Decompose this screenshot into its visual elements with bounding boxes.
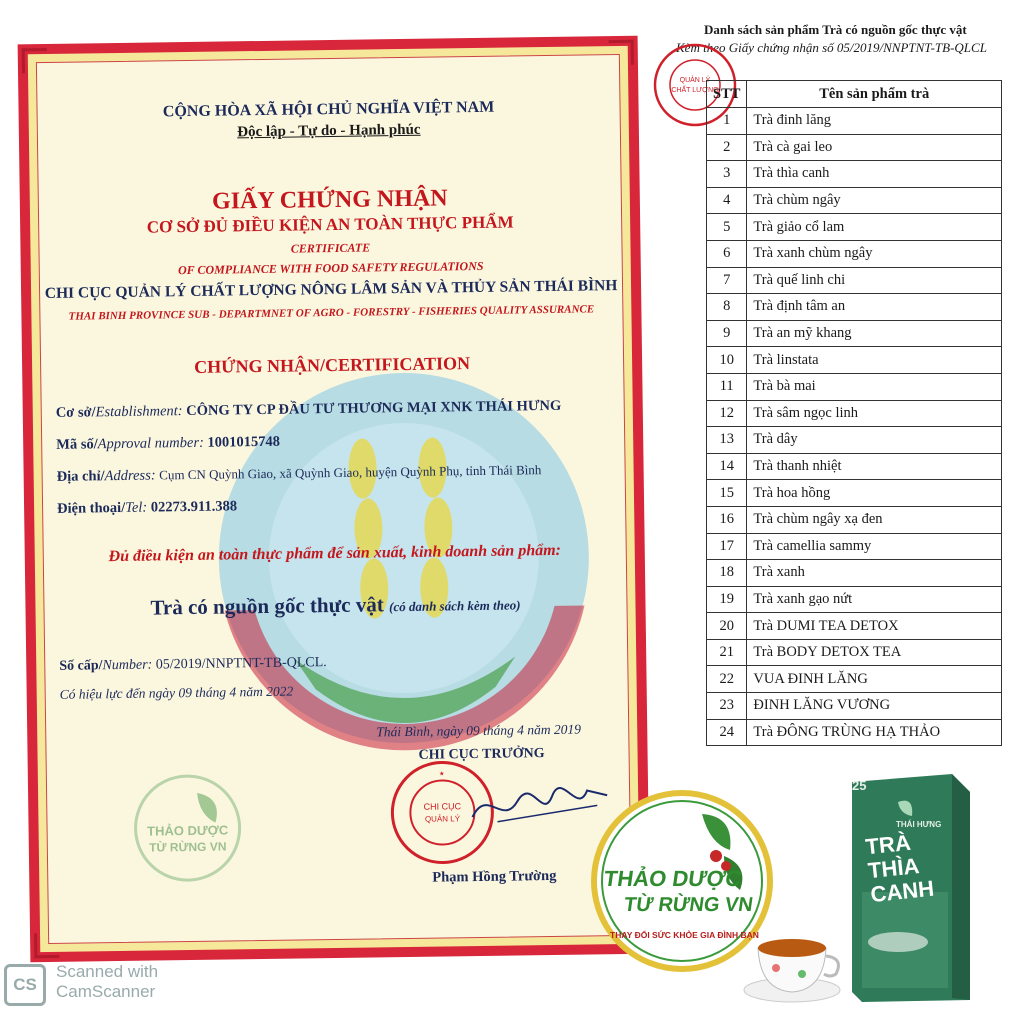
table-row: [707, 347, 1002, 374]
row-stt: 23: [707, 693, 747, 720]
agency-name-en: THAI BINH PROVINCE SUB - DEPARTMNET OF AGRO - FORESTRY - FISHERIES QUALITY ASSURANCE: [68, 303, 595, 323]
table-row: [707, 427, 1002, 454]
row-stt: 4: [707, 187, 747, 214]
row-stt: 5: [707, 214, 747, 241]
table-row: [707, 666, 1002, 693]
row-stt: 12: [707, 400, 747, 427]
camscanner-watermark: Scanned with CamScanner: [56, 962, 159, 1001]
table-row: [707, 613, 1002, 640]
table-row: [707, 586, 1002, 613]
row-product-name: Trà hoa hồng: [747, 480, 1002, 507]
certificate-en-subtitle: OF COMPLIANCE WITH FOOD SAFETY REGULATIONS: [177, 258, 484, 278]
row-stt: 17: [707, 533, 747, 560]
row-product-name: Trà giảo cổ lam: [747, 214, 1002, 241]
establishment-line: Cơ sở/Establishment: CÔNG TY CP ĐẦU TƯ THƯƠNG MẠI XNK THÁI HƯNG: [55, 397, 562, 421]
row-product-name: Trà dây: [747, 427, 1002, 454]
product-table: [706, 80, 1002, 746]
address-value: Cụm CN Quỳnh Giao, xã Quỳnh Giao, huyện Quỳnh Phụ, tỉnh Thái Bình: [159, 462, 542, 483]
row-stt: 21: [707, 639, 747, 666]
section-title: CHỨNG NHẬN/CERTIFICATION: [194, 353, 471, 377]
row-stt: 13: [707, 427, 747, 454]
row-product-name: ĐINH LĂNG VƯƠNG: [747, 693, 1002, 720]
row-product-name: Trà bà mai: [747, 373, 1002, 400]
logo-line2: TỪ RỪNG VN: [622, 894, 755, 916]
row-product-name: VUA ĐINH LĂNG: [747, 666, 1002, 693]
row-stt: 6: [707, 240, 747, 267]
product-list-title: Danh sách sản phẩm Trà có nguồn gốc thực vật: [704, 22, 967, 37]
svg-text:★: ★: [439, 771, 445, 778]
row-product-name: Trà xanh chùm ngây: [747, 240, 1002, 267]
table-row: [707, 267, 1002, 294]
approval-value: 1001015748: [207, 433, 281, 451]
row-product-name: Trà xanh: [747, 560, 1002, 587]
svg-text:QUẢN LÝ: QUẢN LÝ: [679, 77, 711, 84]
row-stt: 20: [707, 613, 747, 640]
logo-line1: THẢO DƯỢC: [602, 866, 744, 891]
certificate-subtitle: CƠ SỞ ĐỦ ĐIỀU KIỆN AN TOÀN THỰC PHẨM: [146, 212, 514, 237]
table-row: [707, 161, 1002, 188]
row-product-name: Trà an mỹ khang: [747, 320, 1002, 347]
row-stt: 11: [707, 373, 747, 400]
row-product-name: Trà thanh nhiệt: [747, 453, 1002, 480]
row-stt: 18: [707, 560, 747, 587]
row-stt: 16: [707, 506, 747, 533]
number-value: 05/2019/NNPTNT-TB-QLCL.: [155, 655, 327, 673]
approval-line: Mã số/Approval number: 1001015748: [56, 433, 281, 453]
table-row: [707, 108, 1002, 135]
establishment-value: CÔNG TY CP ĐẦU TƯ THƯƠNG MẠI XNK THÁI HƯNG: [186, 397, 562, 420]
certificate-paper: [36, 54, 632, 944]
table-row: [707, 373, 1002, 400]
table-row: [707, 214, 1002, 241]
row-stt: 9: [707, 320, 747, 347]
row-product-name: Trà xanh gạo nứt: [747, 586, 1002, 613]
package-product-name: TRÀ THÌA CANH: [864, 829, 936, 908]
row-product-name: Trà DUMI TEA DETOX: [747, 613, 1002, 640]
table-row: [707, 294, 1002, 321]
row-product-name: Trà quế linh chi: [747, 267, 1002, 294]
table-row: [707, 187, 1002, 214]
certificate-title: GIẤY CHỨNG NHẬN: [211, 185, 448, 215]
column-header-name: Tên sản phẩm trà: [747, 81, 1002, 108]
place-date: Thái Bình, ngày 09 tháng 4 năm 2019: [376, 721, 582, 740]
table-row: [707, 480, 1002, 507]
table-row: [707, 400, 1002, 427]
row-stt: 8: [707, 294, 747, 321]
table-row: [707, 320, 1002, 347]
table-row: [707, 639, 1002, 666]
table-row: [707, 453, 1002, 480]
table-row: [707, 719, 1002, 746]
row-product-name: Trà BODY DETOX TEA: [747, 639, 1002, 666]
row-stt: 24: [707, 719, 747, 746]
row-product-name: Trà linstata: [747, 347, 1002, 374]
column-header-stt: STT: [707, 81, 747, 108]
svg-text:TỪ RỪNG VN: TỪ RỪNG VN: [149, 839, 227, 855]
signer-name: Phạm Hồng Trường: [432, 867, 557, 886]
tea-cup-image: [740, 928, 850, 1008]
svg-text:CHI CỤC: CHI CỤC: [423, 801, 462, 812]
number-line: Số cấp/Number: 05/2019/NNPTNT-TB-QLCL.: [59, 655, 327, 674]
logo-tagline: THAY ĐỔI SỨC KHỎE GIA ĐÌNH BẠN: [610, 930, 759, 940]
row-product-name: Trà sâm ngọc linh: [747, 400, 1002, 427]
svg-text:CHẤT LƯỢNG: CHẤT LƯỢNG: [671, 87, 719, 94]
row-stt: 14: [707, 453, 747, 480]
national-motto: Độc lập - Tự do - Hạnh phúc: [237, 121, 421, 141]
row-stt: 7: [707, 267, 747, 294]
package-brand: THÁI HƯNG: [896, 820, 942, 829]
row-stt: 1: [707, 108, 747, 135]
row-stt: 22: [707, 666, 747, 693]
row-product-name: Trà ĐÔNG TRÙNG HẠ THẢO: [747, 719, 1002, 746]
row-product-name: Trà cà gai leo: [747, 134, 1002, 161]
row-product-name: Trà chùm ngây: [747, 187, 1002, 214]
validity-text: Có hiệu lực đến ngày 09 tháng 4 năm 2022: [59, 683, 294, 702]
camscanner-icon: CS: [4, 964, 46, 1006]
package-number: 25: [852, 778, 867, 793]
row-product-name: Trà đinh lăng: [747, 108, 1002, 135]
table-header-row: [707, 81, 1002, 108]
table-row: [707, 533, 1002, 560]
address-line: Địa chỉ/Address: Cụm CN Quỳnh Giao, xã Quỳnh Giao, huyện Quỳnh Phụ, tỉnh Thái Bình: [56, 462, 542, 485]
row-stt: 15: [707, 480, 747, 507]
product-line: Trà có nguồn gốc thực vật (có danh sách kèm theo): [150, 592, 521, 620]
tel-value: 02273.911.388: [150, 498, 238, 516]
row-stt: 19: [707, 586, 747, 613]
tel-line: Điện thoại/Tel: 02273.911.388: [56, 498, 238, 517]
row-stt: 2: [707, 134, 747, 161]
product-table-body: [707, 108, 1002, 746]
signer-title: CHI CỤC TRƯỞNG: [418, 746, 545, 763]
table-row: [707, 506, 1002, 533]
certificate: [18, 36, 651, 963]
national-header: CỘNG HÒA XÃ HỘI CHỦ NGHĨA VIỆT NAM: [162, 98, 495, 121]
agency-name: CHI CỤC QUẢN LÝ CHẤT LƯỢNG NÔNG LÂM SẢN VÀ THỦY SẢN THÁI BÌNH: [44, 277, 618, 303]
svg-text:THẢO DƯỢC: THẢO DƯỢC: [146, 822, 229, 839]
row-product-name: Trà thìa canh: [747, 161, 1002, 188]
row-stt: 3: [707, 161, 747, 188]
table-row: [707, 560, 1002, 587]
svg-text:QUẢN LÝ: QUẢN LÝ: [424, 814, 461, 824]
product-list-subtitle: Kèm theo Giấy chứng nhận số 05/2019/NNPTNT-TB-QLCL: [676, 40, 987, 55]
certificate-en-title: CERTIFICATE: [290, 240, 371, 256]
eligibility-text: Đủ điều kiện an toàn thực phẩm để sản xuất, kinh doanh sản phẩm:: [108, 541, 562, 566]
row-product-name: Trà định tâm an: [747, 294, 1002, 321]
table-row: [707, 240, 1002, 267]
row-product-name: Trà camellia sammy: [747, 533, 1002, 560]
row-product-name: Trà chùm ngây xạ đen: [747, 506, 1002, 533]
table-row: [707, 693, 1002, 720]
table-row: [707, 134, 1002, 161]
row-stt: 10: [707, 347, 747, 374]
watermark-logo-icon: [127, 772, 249, 884]
